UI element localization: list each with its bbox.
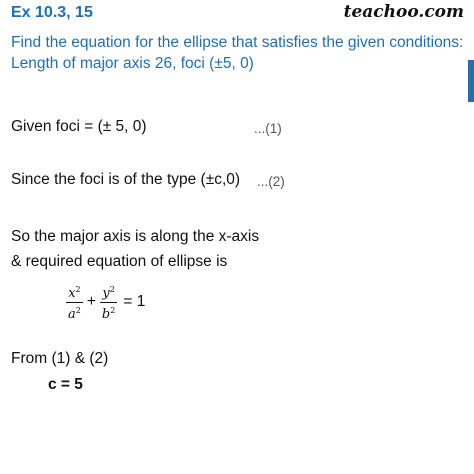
equals-one: = 1 [123,293,146,310]
accent-bar [468,60,474,102]
ellipse-equation [66,282,145,322]
exponent: 2 [110,305,116,315]
given-foci-line: Given foci = (± 5, 0) [11,118,147,135]
denominator-a: a [68,306,76,322]
exercise-label: Ex 10.3, 15 [11,4,93,21]
foci-type-line: Since the foci is of the type (±c,0) [11,171,241,188]
question-line-2: Length of major axis 26, foci (±5, 0) [11,55,254,72]
question-text [11,32,466,74]
exponent: 2 [75,305,81,315]
exponent: 2 [75,284,81,294]
exponent: 2 [109,284,115,294]
denominator-b: b [101,306,111,322]
teachoo-logo: teachoo.com [343,2,464,22]
header [0,0,474,30]
major-axis-line: So the major axis is along the x-axis [11,228,260,245]
result-c-equals-5: c = 5 [48,376,83,393]
reference-1: ...(1) [254,121,282,136]
numerator-x: x [68,285,76,301]
from-references-line: From (1) & (2) [11,350,109,367]
y-squared-over-b-squared [100,283,117,322]
numerator-y: y [102,285,110,301]
question-line-1: Find the equation for the ellipse that satisfies the given conditions: [11,34,464,51]
x-squared-over-a-squared [66,283,83,322]
reference-2: ...(2) [257,174,285,189]
required-equation-line: & required equation of ellipse is [11,253,228,270]
plus-sign: + [86,293,96,310]
